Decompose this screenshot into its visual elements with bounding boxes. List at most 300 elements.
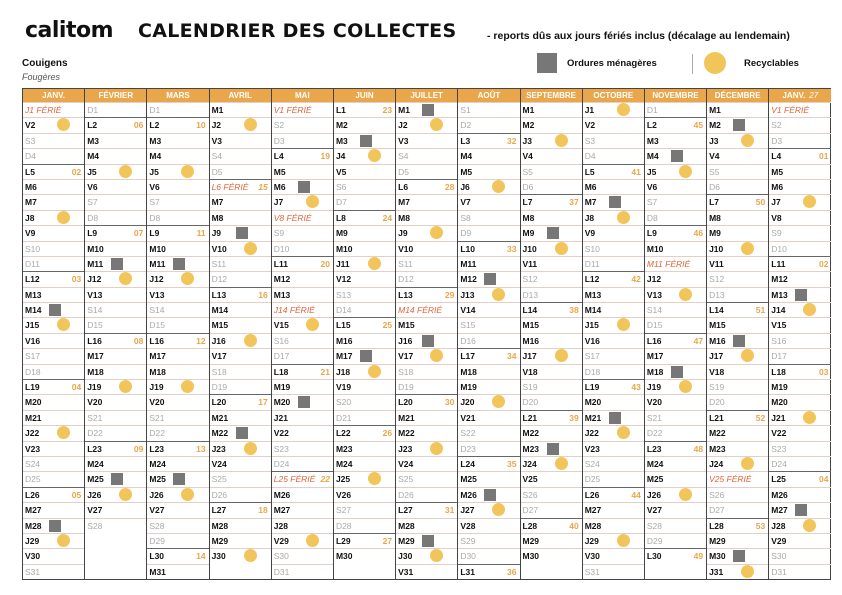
day-cell [147, 364, 208, 379]
day-label: J30 [211, 551, 226, 562]
recycling-icon [741, 349, 754, 362]
recycling-icon [119, 380, 132, 393]
recycling-icon [368, 149, 381, 162]
day-cell [645, 394, 706, 409]
day-label: M1 [522, 105, 535, 115]
day-cell [23, 225, 84, 240]
day-cell [210, 133, 271, 148]
day-label: S23 [771, 443, 787, 454]
day-cell [334, 117, 395, 132]
day-label: L24 [460, 458, 475, 469]
day-label: M15 [398, 320, 415, 331]
day-cell [334, 364, 395, 379]
day-label: L12 [584, 274, 600, 285]
day-cell [210, 256, 271, 271]
month-header [85, 89, 146, 102]
recycling-icon [57, 318, 70, 331]
day-label: L25 FÉRIÉ [273, 474, 316, 485]
day-label: V2 [25, 120, 36, 131]
day-cell [707, 348, 768, 363]
day-cell [583, 210, 644, 225]
day-cell [458, 364, 519, 379]
day-cell [23, 487, 84, 502]
day-label: J12 [87, 274, 102, 285]
day-label: D5 [398, 166, 409, 177]
day-label: J7 [273, 197, 284, 208]
day-label: L26 [25, 489, 40, 500]
household-waste-icon [537, 53, 557, 73]
day-label: D26 [211, 489, 228, 500]
day-label: D4 [584, 151, 596, 162]
day-label: V6 [646, 181, 658, 192]
day-label: L1 [335, 105, 346, 115]
day-cell [769, 394, 831, 409]
day-cell [769, 410, 831, 425]
day-cell [396, 364, 457, 379]
day-label: S21 [149, 412, 165, 423]
day-cell [458, 548, 519, 563]
day-label: M29 [398, 535, 415, 546]
day-cell [583, 441, 644, 456]
household-waste-icon [547, 443, 559, 455]
day-label: S11 [211, 258, 227, 269]
day-cell [645, 410, 706, 425]
day-label: M22 [709, 428, 726, 439]
week-number: 50 [755, 197, 766, 208]
recycling-icon [704, 52, 726, 74]
day-cell [272, 348, 333, 363]
day-cell [272, 225, 333, 240]
day-label: J1 FÉRIÉ [25, 105, 62, 115]
day-cell [272, 148, 333, 163]
day-label: D4 [25, 151, 36, 162]
day-cell [707, 148, 768, 163]
day-cell [458, 210, 519, 225]
day-label: S1 [460, 105, 471, 115]
day-label: D6 [522, 181, 534, 192]
day-label: J14 FÉRIÉ [273, 305, 315, 316]
day-label: M20 [584, 397, 602, 408]
household-waste-icon [111, 473, 123, 485]
day-cell [583, 394, 644, 409]
day-label: S13 [335, 289, 352, 300]
month-name: JUIN [355, 91, 374, 100]
day-label: S16 [273, 335, 289, 346]
day-cell [458, 256, 519, 271]
day-cell [334, 210, 395, 225]
day-label: D13 [522, 289, 539, 300]
day-label: J9 [398, 228, 408, 239]
day-label: M29 [522, 535, 540, 546]
recycling-icon [368, 365, 381, 378]
day-cell [458, 425, 519, 440]
day-label: J27 [460, 505, 475, 516]
recycling-icon [430, 118, 443, 131]
month-header [707, 89, 768, 102]
day-label: S3 [584, 135, 596, 146]
day-cell [396, 241, 457, 256]
day-label: L20 [211, 397, 227, 408]
recycling-icon [555, 457, 568, 470]
day-cell [210, 548, 271, 563]
day-cell [85, 117, 146, 132]
day-label: M6 [584, 181, 597, 192]
day-label: L28 [709, 520, 724, 531]
day-cell [707, 471, 768, 486]
day-label: S2 [771, 120, 782, 131]
day-label: L10 [460, 243, 475, 254]
day-label: M19 [273, 382, 291, 393]
day-label: L3 [460, 135, 471, 146]
day-cell [147, 487, 208, 502]
week-number: 37 [569, 197, 579, 208]
day-label: J5 [646, 166, 657, 177]
recycling-icon [555, 349, 568, 362]
day-label: J15 [25, 320, 40, 331]
day-cell [85, 194, 146, 209]
day-label: V31 [398, 566, 414, 577]
week-number: 02 [818, 258, 829, 269]
day-label: L18 [771, 366, 786, 377]
day-label: M7 [211, 197, 224, 208]
day-cell [458, 487, 519, 502]
day-cell [645, 487, 706, 502]
day-cell [769, 333, 831, 348]
day-cell [521, 456, 582, 471]
day-cell [147, 533, 208, 548]
day-label: J3 [522, 135, 532, 146]
week-number: 19 [320, 151, 330, 162]
day-label: V11 [522, 258, 538, 269]
day-label: V24 [398, 458, 414, 469]
day-cell [521, 302, 582, 317]
day-cell [583, 410, 644, 425]
day-label: L11 [771, 258, 786, 269]
week-number: 21 [320, 366, 330, 377]
day-cell [147, 425, 208, 440]
day-label: J25 [335, 474, 351, 485]
day-label: S17 [584, 351, 600, 362]
day-label: M6 [273, 181, 286, 192]
day-label: S4 [211, 151, 222, 162]
recycling-icon [430, 549, 443, 562]
day-label: M30 [522, 551, 540, 562]
day-label: V30 [584, 551, 600, 562]
day-label: L31 [460, 566, 475, 577]
day-cell [85, 133, 146, 148]
day-cell [147, 302, 208, 317]
recycling-icon [57, 534, 70, 547]
day-label: V15 [771, 320, 787, 331]
day-cell [769, 456, 831, 471]
month-header [521, 89, 582, 102]
day-label: L2 [87, 120, 98, 131]
day-cell [147, 518, 208, 533]
day-cell [396, 348, 457, 363]
day-cell [396, 533, 457, 548]
day-label: J5 [87, 166, 97, 177]
day-label: M22 [211, 428, 229, 439]
legend-household-label: Ordures ménagères [567, 57, 657, 69]
day-cell [521, 241, 582, 256]
day-label: V10 [398, 243, 414, 254]
day-label: L8 [335, 212, 346, 223]
day-cell [583, 518, 644, 533]
day-label: D19 [211, 382, 228, 393]
day-cell [272, 518, 333, 533]
day-cell [458, 518, 519, 533]
week-number: 33 [507, 243, 517, 254]
household-waste-icon [547, 227, 559, 239]
recycling-icon [119, 272, 132, 285]
day-cell [521, 225, 582, 240]
household-waste-icon [173, 473, 185, 485]
day-label: M21 [25, 412, 42, 423]
day-cell [85, 394, 146, 409]
day-cell [272, 210, 333, 225]
day-label: D6 [709, 181, 720, 192]
month-column [147, 89, 209, 579]
day-label: J19 [646, 382, 662, 393]
recycling-icon [492, 180, 505, 193]
day-label: M8 [522, 212, 535, 223]
day-cell [707, 210, 768, 225]
day-cell [272, 117, 333, 132]
day-cell [769, 518, 831, 533]
day-cell [334, 456, 395, 471]
recycling-icon [617, 534, 630, 547]
day-cell [23, 441, 84, 456]
day-label: V18 [709, 366, 725, 377]
day-cell [147, 317, 208, 332]
day-cell [334, 425, 395, 440]
month-name: FÉVRIER [98, 91, 134, 100]
day-label: M24 [646, 458, 664, 469]
day-label: M4 [87, 151, 99, 162]
day-cell [583, 302, 644, 317]
day-label: M3 [335, 135, 348, 146]
day-cell [23, 379, 84, 394]
day-cell [147, 117, 208, 132]
day-cell [583, 364, 644, 379]
day-cell [645, 241, 706, 256]
month-header [23, 89, 84, 102]
day-cell [521, 271, 582, 286]
day-label: M25 [460, 474, 477, 485]
day-label: L22 [335, 428, 351, 439]
day-label: L6 FÉRIÉ [211, 181, 249, 192]
recycling-icon [741, 457, 754, 470]
recycling-icon [741, 134, 754, 147]
day-cell [707, 487, 768, 502]
day-cell [645, 317, 706, 332]
household-waste-icon [236, 227, 248, 239]
day-label: M13 [584, 289, 602, 300]
day-cell [210, 410, 271, 425]
day-cell [769, 317, 831, 332]
day-label: M16 [335, 335, 353, 346]
day-label: L23 [149, 443, 165, 454]
day-label: M17 [646, 351, 664, 362]
day-label: L30 [646, 551, 662, 562]
day-label: D25 [25, 474, 41, 485]
day-label: M11 [149, 258, 166, 269]
day-cell [521, 548, 582, 563]
day-cell [85, 164, 146, 179]
day-cell [583, 194, 644, 209]
day-cell [23, 502, 84, 517]
day-label: M28 [584, 520, 602, 531]
collection-calendar [22, 88, 831, 580]
day-label: S27 [335, 505, 352, 516]
day-cell [707, 456, 768, 471]
day-cell [272, 194, 333, 209]
recycling-icon [368, 257, 381, 270]
recycling-icon [181, 272, 194, 285]
day-cell [458, 117, 519, 132]
day-label: D22 [87, 428, 103, 439]
day-cell [396, 302, 457, 317]
day-label: M22 [522, 428, 540, 439]
day-cell [645, 379, 706, 394]
household-waste-icon [173, 258, 185, 270]
day-label: S11 [398, 258, 413, 269]
day-cell [769, 302, 831, 317]
day-cell [396, 518, 457, 533]
day-label: D8 [646, 212, 658, 223]
month-column [458, 89, 520, 579]
month-column [645, 89, 707, 579]
day-label: S24 [25, 458, 41, 469]
week-number: 11 [196, 228, 206, 239]
household-waste-icon [49, 520, 61, 532]
day-label: M9 [709, 228, 721, 239]
day-label: L27 [398, 505, 413, 516]
day-label: V15 [273, 320, 289, 331]
day-cell [396, 210, 457, 225]
week-number: 47 [693, 335, 704, 346]
day-label: V27 [646, 505, 662, 516]
day-cell [583, 471, 644, 486]
day-cell [769, 179, 831, 194]
day-label: S10 [584, 243, 600, 254]
day-cell [707, 271, 768, 286]
day-cell [769, 287, 831, 302]
day-cell [583, 317, 644, 332]
week-number: 18 [258, 505, 268, 516]
day-cell [645, 471, 706, 486]
day-label: S5 [522, 166, 533, 177]
day-cell [707, 441, 768, 456]
day-label: D31 [771, 566, 787, 577]
day-label: L2 [149, 120, 160, 131]
recycling-icon [57, 426, 70, 439]
day-label: M23 [335, 443, 353, 454]
day-cell [645, 533, 706, 548]
day-label: S16 [771, 335, 787, 346]
day-label: J5 [149, 166, 159, 177]
day-cell [645, 117, 706, 132]
day-label: D13 [709, 289, 725, 300]
day-cell [147, 410, 208, 425]
day-label: J29 [25, 535, 40, 546]
day-label: M16 [522, 335, 540, 346]
day-label: D20 [709, 397, 725, 408]
recycling-icon [119, 488, 132, 501]
day-cell [458, 194, 519, 209]
day-label: L5 [25, 166, 35, 177]
commune-name: Couigens [22, 58, 68, 69]
day-cell [396, 148, 457, 163]
day-cell [769, 502, 831, 517]
day-cell [583, 241, 644, 256]
day-label: S28 [87, 520, 103, 531]
day-label: M28 [211, 520, 229, 531]
day-cell [707, 548, 768, 563]
week-number: 03 [71, 274, 82, 285]
day-cell [85, 271, 146, 286]
day-cell [23, 564, 84, 579]
day-label: J16 [398, 335, 413, 346]
day-cell [583, 179, 644, 194]
household-waste-icon [298, 181, 310, 193]
day-label: J2 [398, 120, 408, 131]
day-cell [645, 256, 706, 271]
day-label: D7 [335, 197, 347, 208]
day-label: S3 [25, 135, 36, 146]
day-cell [334, 271, 395, 286]
day-label: M18 [460, 366, 477, 377]
day-label: S5 [709, 166, 720, 177]
recycling-icon [555, 242, 568, 255]
day-cell [23, 533, 84, 548]
day-cell [334, 502, 395, 517]
day-cell [707, 256, 768, 271]
day-cell [85, 317, 146, 332]
household-waste-icon [49, 304, 61, 316]
day-label: S26 [709, 489, 725, 500]
household-waste-icon [795, 504, 807, 516]
day-cell [272, 487, 333, 502]
month-column [521, 89, 583, 579]
recycling-icon [803, 195, 816, 208]
recycling-icon [368, 472, 381, 485]
day-label: J19 [149, 382, 164, 393]
day-label: M8 [211, 212, 224, 223]
day-cell [334, 225, 395, 240]
day-label: M1 [709, 105, 721, 115]
day-cell [396, 271, 457, 286]
day-label: D26 [398, 489, 414, 500]
day-cell [583, 456, 644, 471]
week-number: 45 [693, 120, 704, 131]
legend-recycling-label: Recyclables [744, 57, 799, 69]
day-label: M10 [149, 243, 166, 254]
day-cell [210, 102, 271, 117]
day-cell [583, 425, 644, 440]
day-cell [707, 502, 768, 517]
day-label: M24 [87, 458, 104, 469]
day-cell [85, 425, 146, 440]
day-cell [272, 241, 333, 256]
day-label: L9 [646, 228, 657, 239]
day-label: M17 [87, 351, 104, 362]
day-cell [23, 333, 84, 348]
day-cell [147, 394, 208, 409]
day-cell [272, 333, 333, 348]
day-cell [769, 164, 831, 179]
day-label: V8 FÉRIÉ [273, 212, 312, 223]
